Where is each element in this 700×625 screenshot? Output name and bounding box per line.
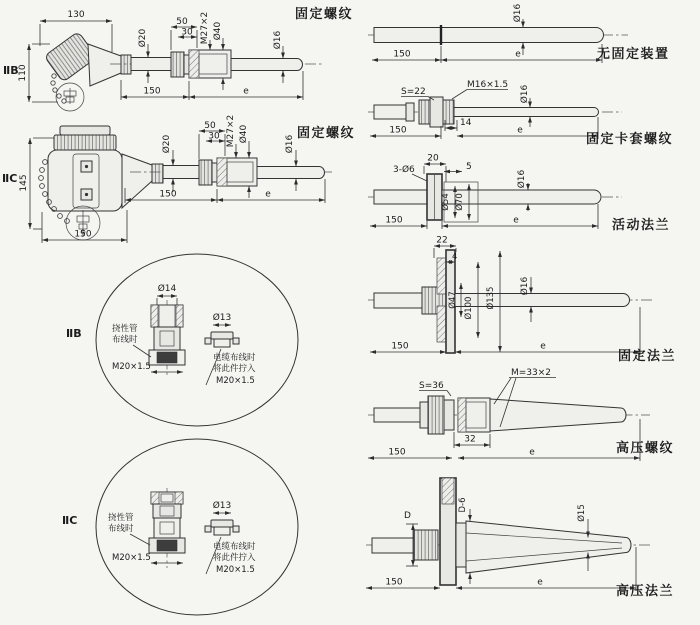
detail-c-cable-line2: 将此件拧入 (213, 553, 256, 563)
dim-probe-dia-b: Ø16 (273, 30, 283, 50)
r6-dia-15: Ø15 (577, 504, 587, 522)
detail-b-flex-line2: 布线时 (112, 335, 138, 345)
hex-nut-r5 (428, 396, 444, 434)
r4-dim-22: 22 (436, 235, 448, 246)
caption-no-fixture: 无固定装置 (597, 47, 670, 62)
dim-thread-b: M27×2 (200, 11, 210, 45)
probe-r3 (442, 190, 601, 204)
r5-thread-m33: M=33×2 (511, 368, 552, 378)
detail-c-cable-line1: 电缆布线时 (213, 542, 256, 552)
probe-r1 (374, 28, 604, 43)
cable-plug-c (205, 520, 239, 535)
r3-dia-54: Ø54 (441, 193, 451, 211)
r4-dia-47: Ø47 (448, 291, 458, 309)
row-no-fixture (368, 3, 670, 63)
detail-c-flex-line1: 挠性管 (108, 513, 134, 523)
compression-fitting-c (199, 158, 257, 186)
r5-dim-e: e (529, 447, 535, 458)
compression-fitting-b (171, 50, 231, 78)
detail-c-dia-13: Ø13 (212, 501, 232, 511)
r4-dia-100: Ø100 (464, 296, 474, 320)
caption-movable-flange: 活动法兰 (612, 218, 671, 233)
r1-dim-150: 150 (393, 49, 411, 60)
detail-view-label-iic: ⅡC (62, 514, 78, 527)
caption-fixed-thread-c: 固定螺纹 (297, 126, 356, 141)
detail-c-cable-line3: M20×1.5 (216, 565, 255, 575)
row-hp-thread (368, 368, 674, 461)
probe-r2 (454, 108, 599, 117)
r4-dim-4: 4 (452, 252, 458, 262)
r4-dim-e: e (540, 341, 546, 352)
r6-dim-D: D (404, 511, 411, 521)
detail-b-thread-m20: M20×1.5 (112, 362, 151, 372)
dim-thread-dia-c: Ø40 (239, 124, 249, 144)
cable-plug-b (205, 332, 239, 347)
dim-probe-dia-c: Ø16 (285, 134, 295, 154)
probe-c (257, 167, 325, 179)
probe-b (231, 59, 303, 71)
detail-c-flex-line2: 布线时 (108, 524, 134, 534)
dim-fitting-50-c: 50 (204, 121, 216, 131)
probe-r4 (455, 294, 630, 307)
r3-dia-70: Ø70 (455, 193, 465, 211)
caption-hp-flange: 高压法兰 (616, 584, 675, 599)
r3-dim-e: e (513, 215, 519, 226)
r3-dim-20: 20 (427, 153, 439, 164)
dim-shaft-dia-b: Ø20 (138, 28, 148, 48)
r3-dia-16: Ø16 (517, 169, 527, 189)
r5-dim-150: 150 (388, 447, 406, 458)
r2-thread-m16: M16×1.5 (467, 80, 509, 90)
taper-probe-r5 (490, 399, 626, 431)
dim-thread-c: M27×2 (226, 114, 236, 148)
assembly-iib (3, 6, 353, 111)
dim-fitting-50-b: 50 (176, 17, 188, 27)
row-movable-flange (368, 154, 670, 234)
caption-ferrule-thread: 固定卡套螺纹 (586, 132, 674, 147)
detail-b-cable-line3: M20×1.5 (216, 376, 255, 386)
r1-dia-16: Ø16 (513, 3, 523, 23)
r5-dim-32: 32 (464, 434, 476, 445)
r5-hex-s36: S=36 (419, 381, 444, 391)
view-label-iib: ⅡB (3, 64, 19, 77)
detail-b-flex-line1: 挠性管 (112, 324, 138, 334)
dim-head-width-b: 130 (67, 10, 85, 20)
r2-dim-150: 150 (389, 125, 407, 136)
shaft-c (163, 166, 199, 179)
row-fixed-flange (368, 236, 676, 365)
dim-e-c: e (265, 189, 271, 200)
shaft-b (131, 58, 171, 71)
detail-b-dia-14: Ø14 (157, 284, 177, 294)
dim-fitting-30-b: 30 (181, 27, 193, 38)
r4-dia-16: Ø16 (520, 276, 530, 296)
r2-dim-e: e (517, 125, 523, 136)
dim-150-c: 150 (159, 189, 177, 200)
dim-fitting-30-c: 30 (208, 131, 220, 142)
dim-head-width-c: 150 (74, 229, 92, 240)
r4-dim-150: 150 (391, 341, 409, 352)
r3-dim-150: 150 (385, 215, 403, 226)
gland-component-c (149, 488, 185, 568)
row-ferrule-thread (368, 80, 673, 147)
dim-head-height-b: 110 (18, 64, 28, 82)
taper-probe-r6 (466, 521, 631, 573)
r6-dim-e: e (537, 577, 543, 588)
r2-dim-14: 14 (460, 118, 472, 128)
caption-fixed-thread-b: 固定螺纹 (295, 7, 354, 22)
assembly-iic (2, 115, 355, 243)
dim-e-b: e (243, 86, 249, 97)
r3-holes-3d6: 3-Ø6 (393, 165, 415, 175)
detail-b-cable-line1: 电缆布线时 (213, 353, 256, 363)
r6-dim-150: 150 (385, 577, 403, 588)
caption-hp-thread: 高压螺纹 (616, 441, 675, 456)
gland-component-b (149, 300, 185, 376)
detail-circle-iib (66, 254, 298, 426)
detail-view-label-iib: ⅡB (66, 327, 82, 340)
r2-hex-s22: S=22 (401, 87, 426, 97)
terminal-head-b (44, 31, 131, 111)
dim-thread-dia-b: Ø40 (213, 21, 223, 41)
caption-fixed-flange: 固定法兰 (618, 349, 677, 364)
terminal-head-c (39, 126, 163, 240)
dim-shaft-dia-c: Ø20 (162, 134, 172, 154)
dim-head-height-c: 145 (19, 174, 29, 192)
r1-dim-e: e (515, 49, 521, 60)
detail-b-dia-13: Ø13 (212, 313, 232, 323)
view-label-iic: ⅡC (2, 172, 18, 185)
r6-dim-D6: D-6 (458, 497, 468, 513)
r4-dia-135: Ø135 (486, 286, 496, 310)
detail-b-cable-line2: 将此件拧入 (213, 364, 256, 374)
hex-nut-r6 (414, 530, 438, 560)
detail-c-thread-m20: M20×1.5 (112, 553, 151, 563)
r2-dia-16: Ø16 (520, 84, 530, 104)
detail-circle-iic (62, 439, 298, 615)
dim-150-b: 150 (143, 86, 161, 97)
row-hp-flange (366, 478, 674, 599)
r3-dim-5: 5 (466, 162, 472, 172)
